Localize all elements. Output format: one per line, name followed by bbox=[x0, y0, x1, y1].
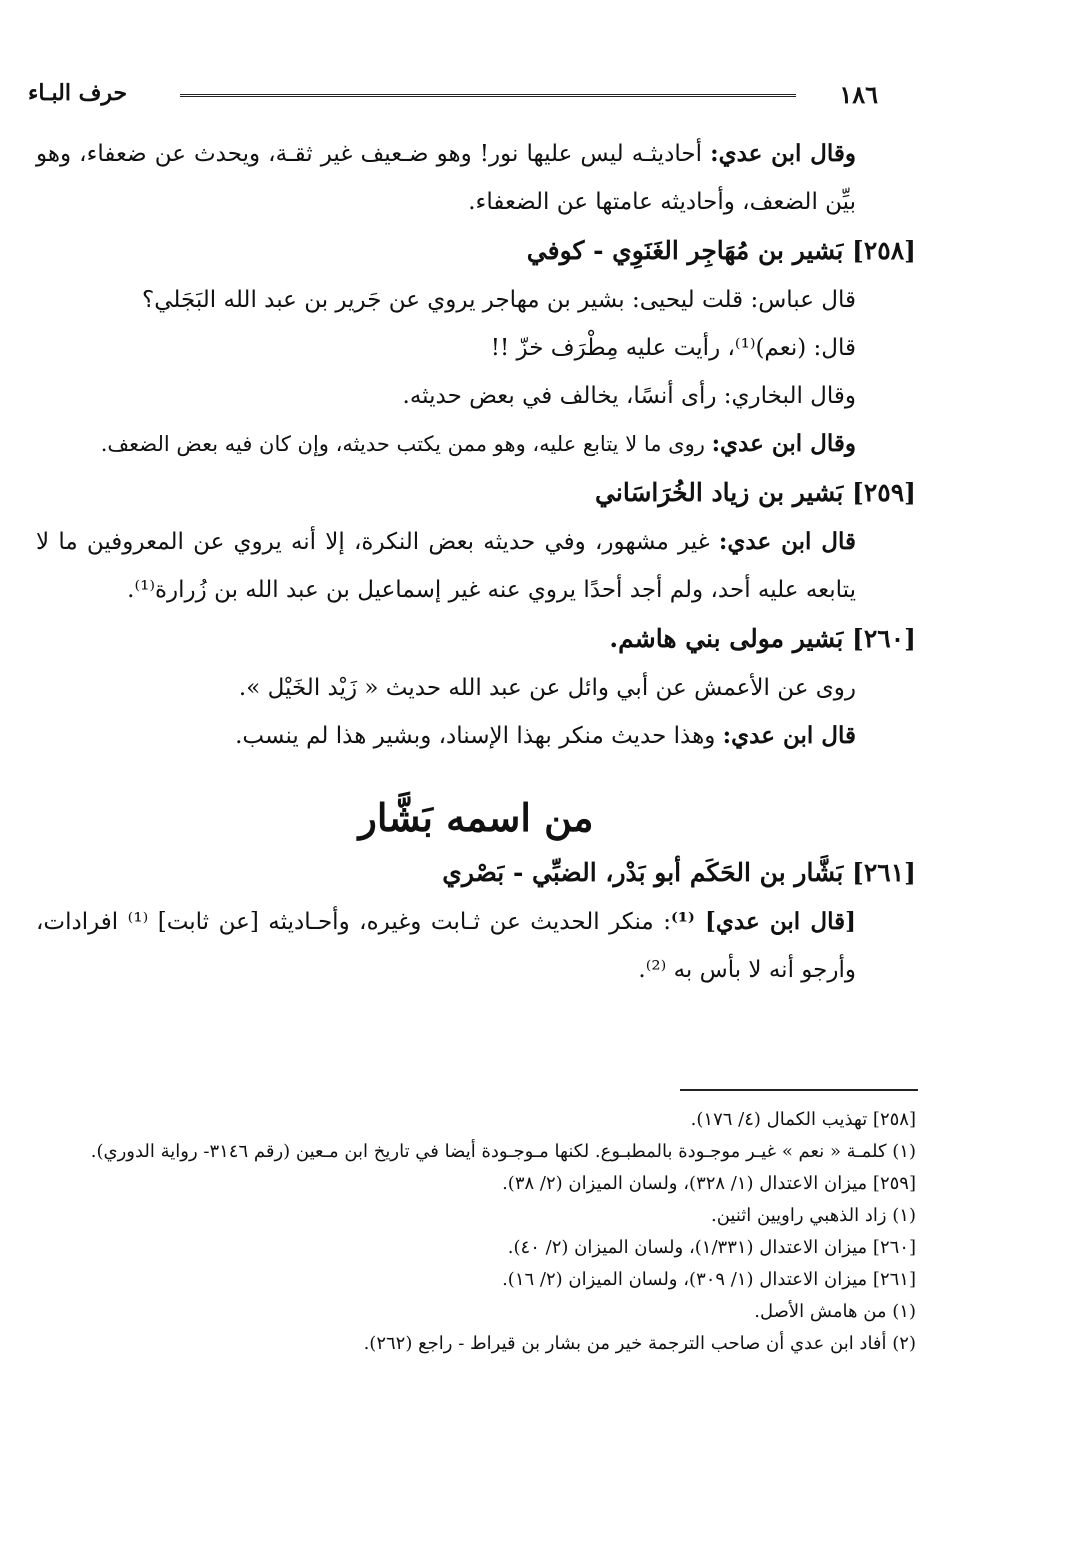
speaker: قال ابن عدي: bbox=[718, 528, 856, 555]
footnote: [٢٦٠] ميزان الاعتدال (١/٣٣١)، ولسان الميزان (٢/ ٤٠). bbox=[507, 1237, 916, 1258]
speaker: وقال ابن عدي: bbox=[710, 140, 856, 167]
entry-258-line-2: قال: (نعم)⁽¹⁾، رأيت عليه مِطْرَف خزّ !! bbox=[490, 335, 856, 361]
footnote: (١) زاد الذهبي راويين اثنين. bbox=[710, 1205, 916, 1226]
entry-261-heading: [٢٦١] بَشَّار بن الحَكَم أبو بَدْر، الضبِّي - بَصْري bbox=[442, 858, 916, 887]
entry-260-line-2 bbox=[36, 712, 916, 760]
paragraph-text: وهذا حديث منكر بهذا الإسناد، وبشير هذا لم ينسب. bbox=[235, 723, 723, 749]
footnote: [٢٥٨] تهذيب الكمال (٤/ ١٧٦). bbox=[690, 1109, 916, 1130]
paragraph-text: : منكر الحديث عن ثـابت وغيره، وأحـاديثه [عن ثابت] ⁽¹⁾ افرادات، وأرجو أنه لا بأس به ⁽²⁾. bbox=[36, 909, 856, 983]
paragraph-text: روى ما لا يتابع عليه، وهو ممن يكتب حديثه، وإن كان فيه بعض الضعف. bbox=[100, 432, 712, 456]
footnote: (١) كلمـة « نعم » غيـر موجـودة بالمطبـوع. لكنها مـوجـودة أيضا في تاريخ ابن مـعين (رقم ٣١٤٦- رواية الدوري). bbox=[90, 1141, 916, 1162]
page-number: ١٨٦ bbox=[839, 80, 878, 109]
page-header bbox=[28, 80, 878, 110]
paragraph-ibn-adi-1 bbox=[36, 130, 916, 226]
running-title: حرف البـاء bbox=[28, 80, 128, 106]
entry-259-heading: [٢٥٩] بَشير بن زياد الخُرَاسَاني bbox=[595, 478, 916, 507]
speaker: وقال ابن عدي: bbox=[711, 430, 856, 457]
footnote-rule bbox=[680, 1089, 918, 1091]
entry-260-heading: [٢٦٠] بَشير مولى بني هاشم. bbox=[609, 624, 916, 653]
entry-258-line-4 bbox=[36, 420, 916, 468]
footnote: (١) من هامش الأصل. bbox=[754, 1301, 916, 1322]
entry-258-line-3: وقال البخاري: رأى أنسًا، يخالف في بعض حديثه. bbox=[402, 383, 856, 409]
section-heading: من اسمه بَشَّار bbox=[358, 795, 594, 840]
header-rule bbox=[180, 94, 796, 97]
speaker: قال ابن عدي: bbox=[722, 722, 856, 749]
paragraph-text: أحاديثـه ليس عليها نور! وهو ضـعيف غير ثقـة، ويحدث عن ضعفاء، وهو بيِّن الضعف، وأحاديثه عامتها عن الضعفاء. bbox=[36, 141, 856, 215]
entry-261-text bbox=[36, 898, 916, 994]
page-body bbox=[36, 130, 916, 994]
entry-258-line-1: قال عباس: قلت ليحيى: بشير بن مهاجر يروي عن جَرير بن عبد الله البَجَلي؟ bbox=[142, 287, 856, 313]
entry-259-text bbox=[36, 518, 916, 614]
footnotes bbox=[36, 1104, 916, 1360]
footnote: (٢) أفاد ابن عدي أن صاحب الترجمة خير من بشار بن قيراط - راجع (٢٦٢). bbox=[363, 1333, 916, 1354]
footnote: [٢٥٩] ميزان الاعتدال (١/ ٣٢٨)، ولسان الميزان (٢/ ٣٨). bbox=[502, 1173, 916, 1194]
entry-260-line-1: روى عن الأعمش عن أبي وائل عن عبد الله حديث « زَيْد الخَيْل ». bbox=[238, 675, 856, 701]
entry-258-heading: [٢٥٨] بَشير بن مُهَاجِر الغَنَوِي - كوفي bbox=[526, 236, 916, 265]
footnote: [٢٦١] ميزان الاعتدال (١/ ٣٠٩)، ولسان الميزان (٢/ ١٦). bbox=[502, 1269, 916, 1290]
paragraph-text: غير مشهور، وفي حديثه بعض النكرة، إلا أنه يروي عن المعروفين ما لا يتابعه عليه أحد، ولم أجد أحدًا يروي عنه غير إسماعيل بن عبد الله بن زُرارة⁽¹⁾. bbox=[36, 529, 856, 603]
speaker: [قال ابن عدي] ⁽¹⁾ bbox=[671, 908, 856, 935]
